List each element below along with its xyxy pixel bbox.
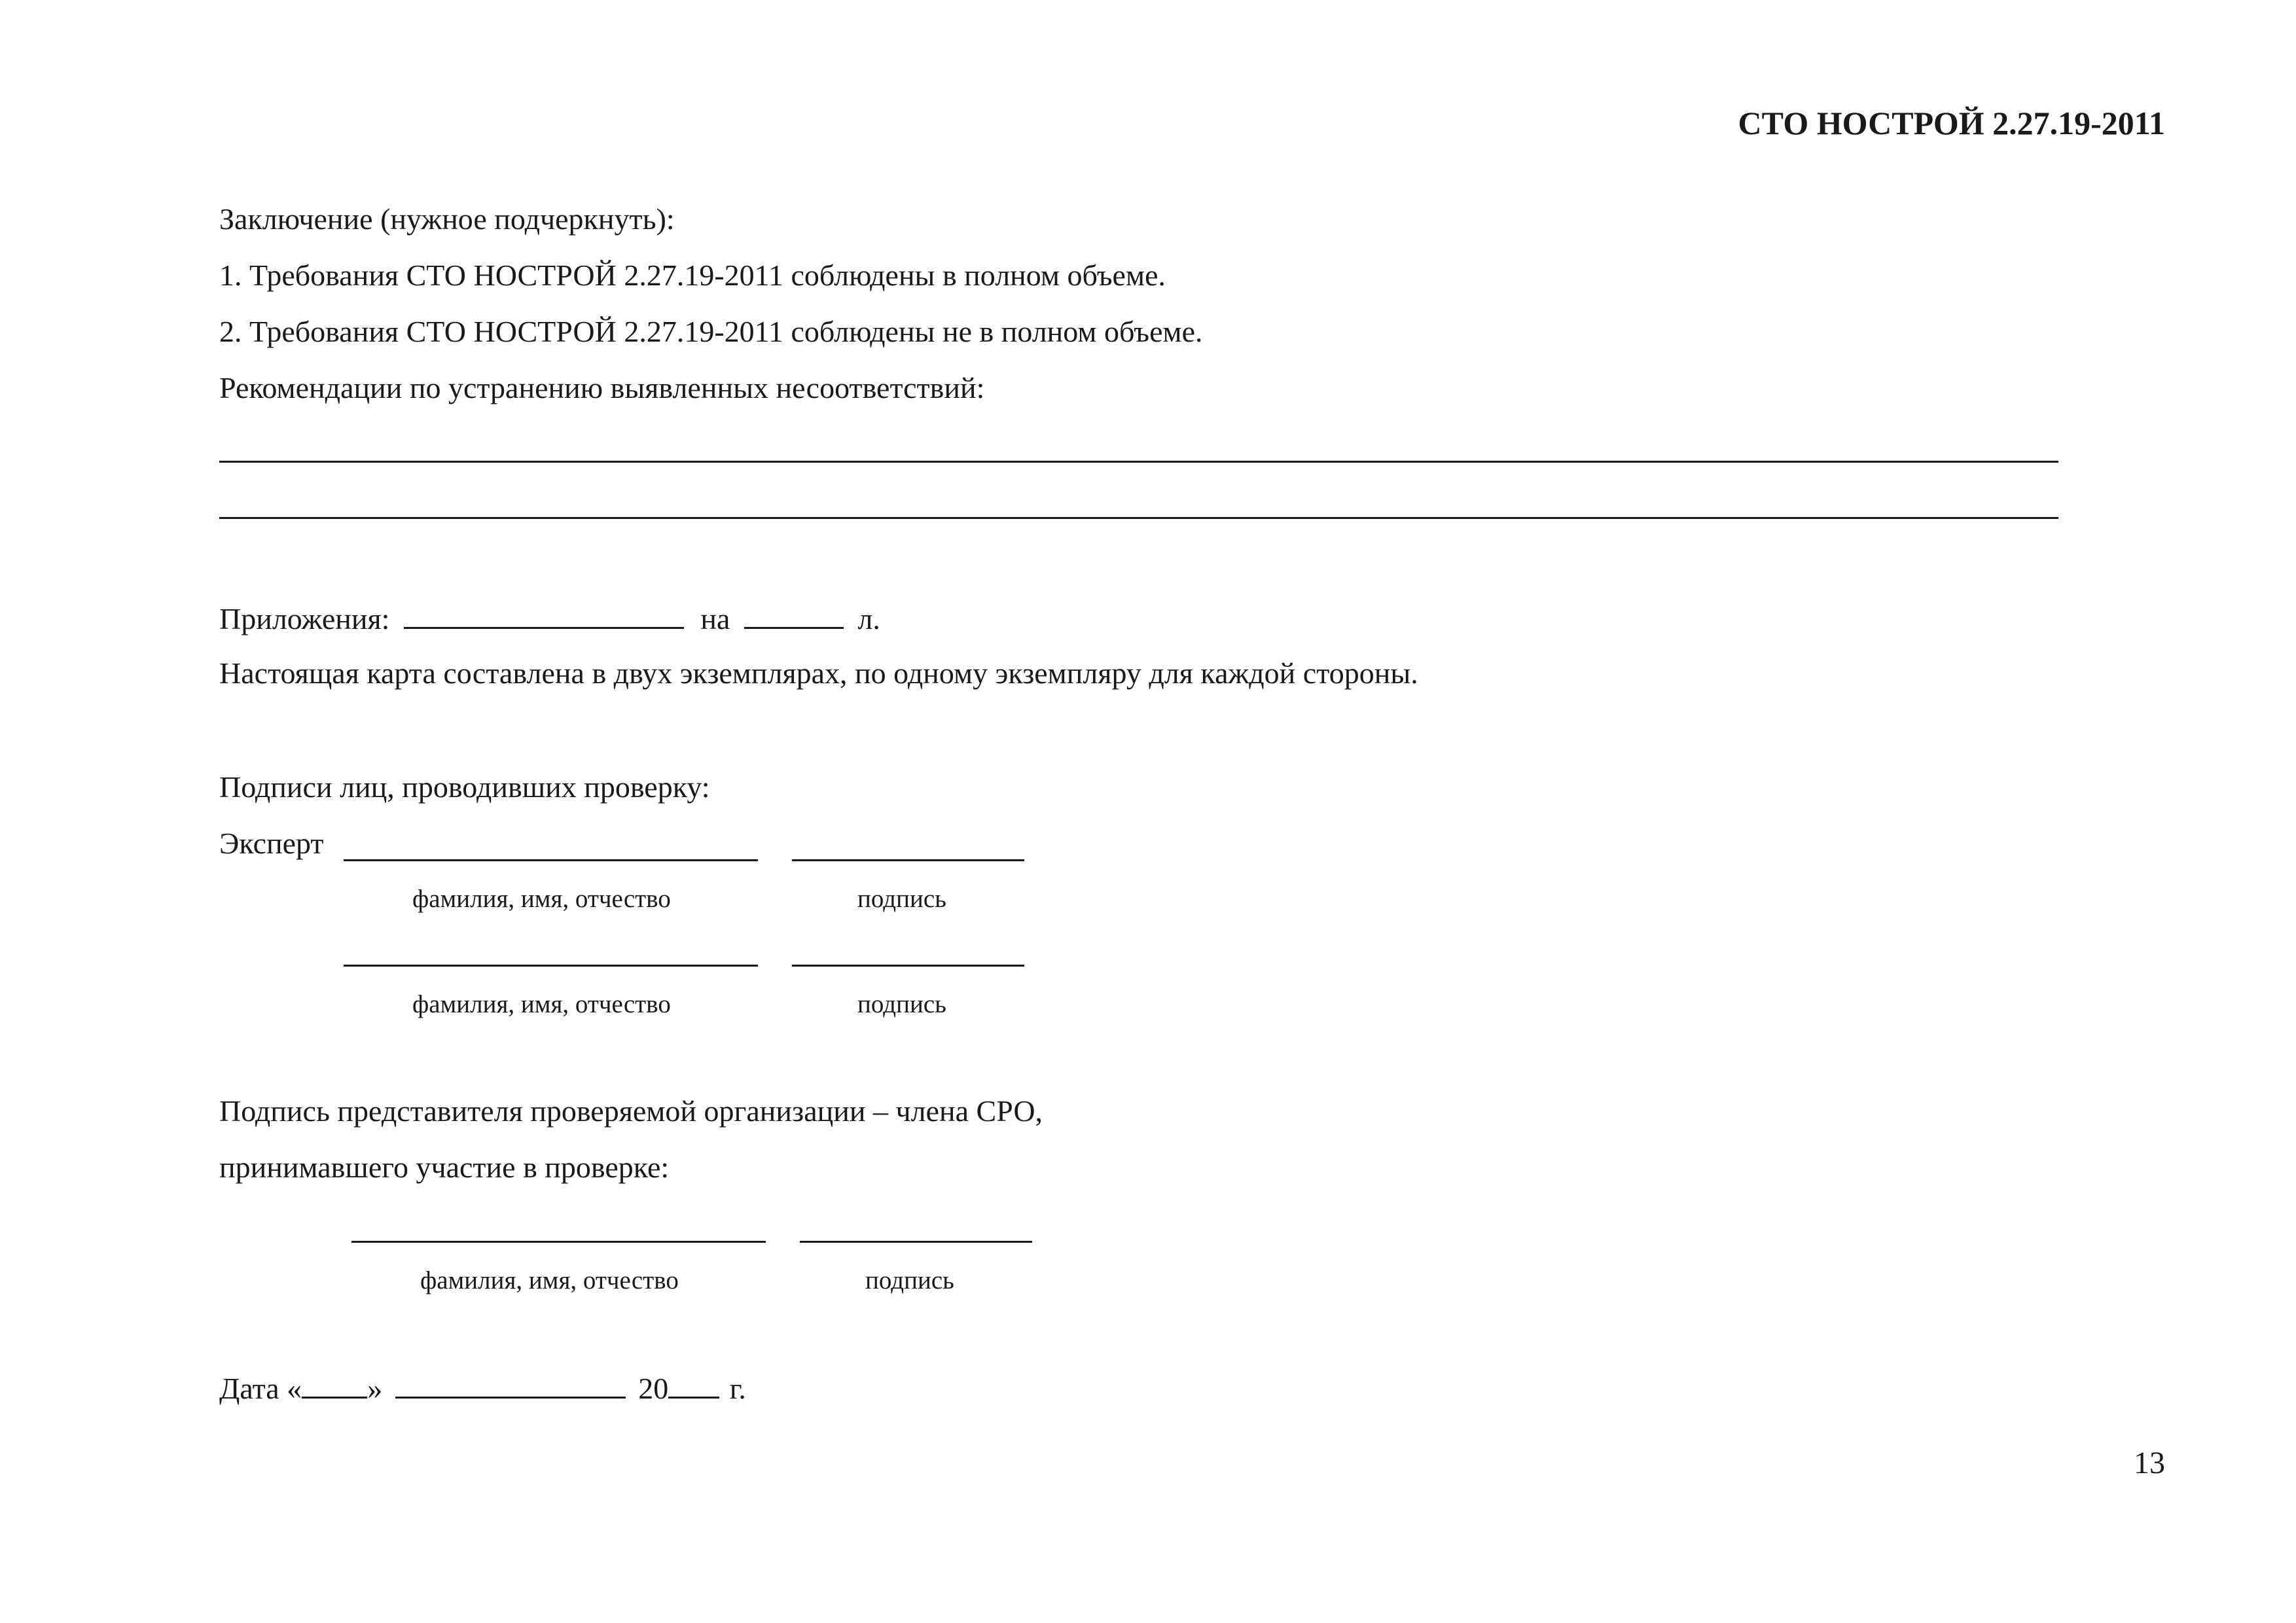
document-code-header: СТО НОСТРОЙ 2.27.19-2011	[1738, 105, 2165, 141]
sign-caption-1: подпись	[857, 885, 946, 913]
recommendations-blank-line-2	[219, 517, 2058, 519]
attachments-label: Приложения:	[219, 602, 390, 635]
representative-sign-caption: подпись	[865, 1266, 954, 1294]
representative-sign-line	[800, 1241, 1032, 1243]
conclusion-option-2: 2. Требования СТО НОСТРОЙ 2.27.19-2011 соблюдены не в полном объеме.	[219, 315, 1203, 348]
recommendations-label: Рекомендации по устранению выявленных несоответствий:	[219, 371, 985, 404]
expert-sign-line-2	[792, 965, 1024, 967]
recommendations-blank-line-1	[219, 461, 2058, 463]
attachments-sheets-blank	[744, 602, 844, 629]
date-year-prefix: 20	[638, 1372, 669, 1405]
conclusion-option-1: 1. Требования СТО НОСТРОЙ 2.27.19-2011 соблюдены в полном объеме.	[219, 259, 1166, 292]
date-close-quote: »	[367, 1372, 383, 1405]
representative-fio-line	[351, 1241, 766, 1243]
attachments-on-label: на	[700, 602, 730, 635]
signatures-title: Подписи лиц, проводивших проверку:	[219, 770, 710, 804]
expert-fio-line-2	[344, 965, 758, 967]
date-row	[219, 1372, 746, 1404]
fio-caption-1: фамилия, имя, отчество	[412, 885, 671, 913]
date-year-suffix: г.	[729, 1372, 746, 1405]
expert-sign-line-1	[792, 859, 1024, 861]
expert-fio-line-1	[344, 859, 758, 861]
attachments-sheets-label: л.	[857, 602, 880, 635]
date-label: Дата «	[219, 1372, 302, 1405]
conclusion-title: Заключение (нужное подчеркнуть):	[219, 202, 675, 236]
sign-caption-2: подпись	[857, 990, 946, 1018]
attachments-row	[219, 602, 880, 634]
date-month-blank	[395, 1372, 626, 1399]
expert-label: Эксперт	[219, 827, 324, 860]
page-number: 13	[2134, 1446, 2165, 1480]
date-year-blank	[668, 1372, 719, 1399]
representative-line-2: принимавшего участие в проверке:	[219, 1150, 670, 1184]
representative-fio-caption: фамилия, имя, отчество	[420, 1266, 679, 1294]
copies-note: Настоящая карта составлена в двух экземплярах, по одному экземпляру для каждой стороны.	[219, 656, 1418, 690]
attachments-blank	[404, 602, 684, 629]
representative-line-1: Подпись представителя проверяемой организации – члена СРО,	[219, 1094, 1043, 1128]
fio-caption-2: фамилия, имя, отчество	[412, 990, 671, 1018]
date-day-blank	[302, 1372, 367, 1399]
